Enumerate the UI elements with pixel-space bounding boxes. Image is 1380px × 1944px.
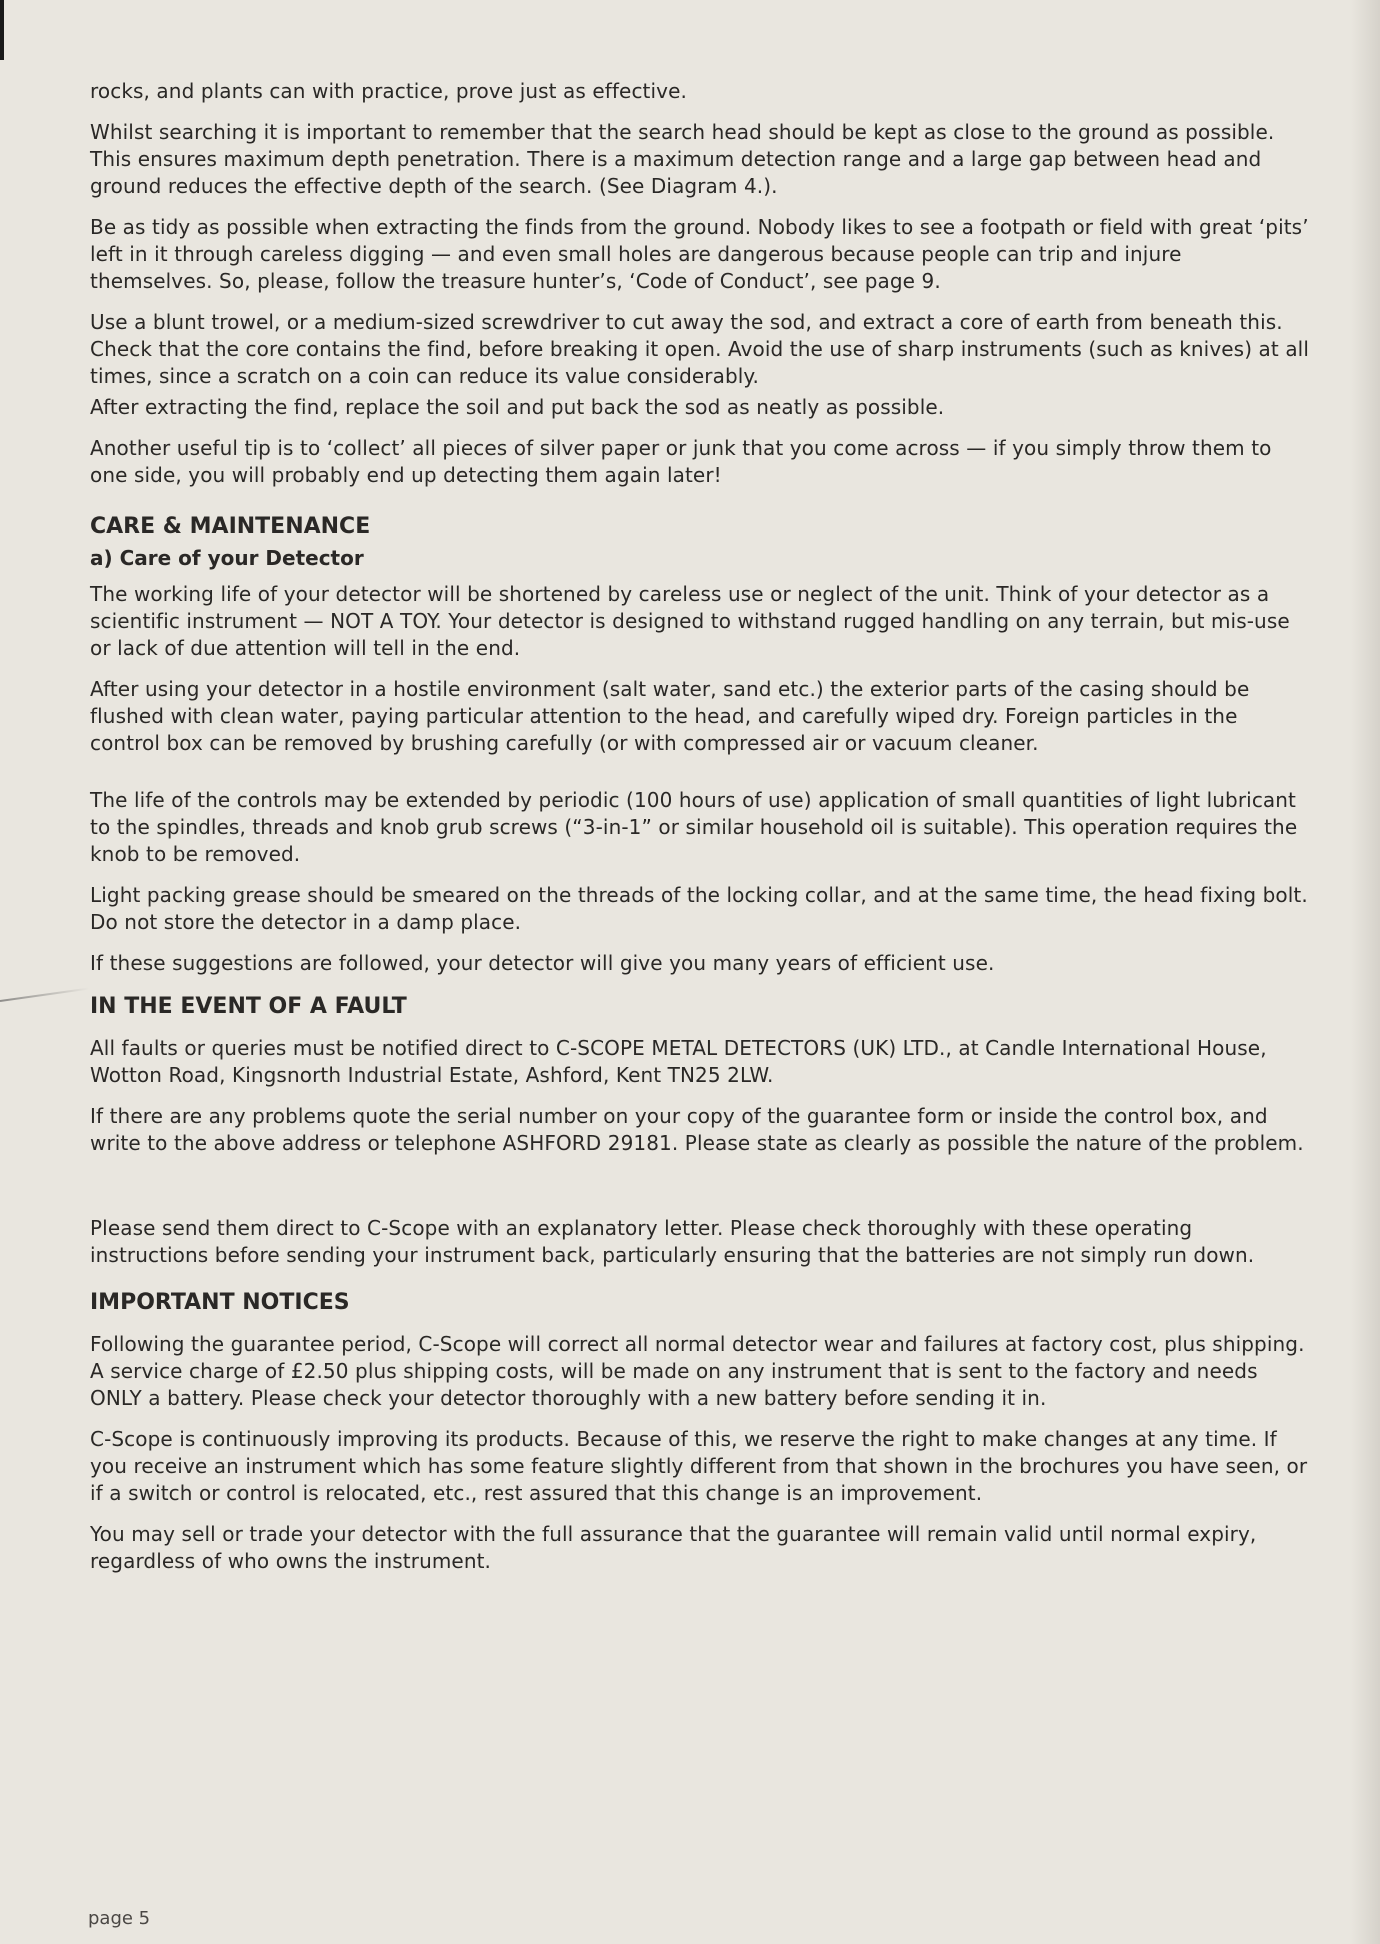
paragraph: rocks, and plants can with practice, prove just as effective.	[90, 79, 687, 103]
scan-edge-mark	[0, 0, 4, 60]
paragraph: After using your detector in a hostile environment (salt water, sand etc.) the exterior parts of the casing should be flushed with clean water, paying particular attention to the head, and carefully wiped dry. Foreign particles in the control box can be removed by brushing carefully (or with compressed air or vacuum cleaner.	[90, 677, 1250, 755]
paragraph: The working life of your detector will be shortened by careless use or neglect of the unit. Think of your detector as a scientific instrument — NOT A TOY. Your detector is designed to withstand rugged handling on any terrain, but mis-use or lack of due attention will tell in the end.	[90, 582, 1290, 660]
paragraph: All faults or queries must be notified direct to C-SCOPE METAL DETECTORS (UK) LTD., at Candle International House, Wotton Road, Kingsnorth Industrial Estate, Ashford, Kent TN25 2LW.	[90, 1036, 1267, 1087]
section-search-tips	[90, 78, 1310, 489]
page-right-edge-shadow	[1350, 0, 1380, 1944]
paragraph: If there are any problems quote the serial number on your copy of the guarantee form or inside the control box, and write to the above address or telephone ASHFORD 29181. Please state as clearly as possible the nature of the problem.	[90, 1104, 1304, 1155]
important-notices-heading: IMPORTANT NOTICES	[90, 1290, 350, 1315]
section-care-maintenance	[90, 513, 1310, 977]
paragraph: C-Scope is continuously improving its products. Because of this, we reserve the right to make changes at any time. If you receive an instrument which has some feature slightly different from that shown in the brochures you have seen, or if a switch or control is relocated, etc., rest assured that this change is an improvement.	[90, 1427, 1308, 1505]
section-fault	[90, 993, 1310, 1269]
section-important-notices	[90, 1289, 1310, 1575]
spacer	[90, 1171, 1310, 1215]
paragraph: If these suggestions are followed, your detector will give you many years of efficient use.	[90, 951, 995, 975]
fold-line	[0, 987, 89, 1002]
paragraph: Be as tidy as possible when extracting the finds from the ground. Nobody likes to see a footpath or field with great ‘pits’ left in it through careless digging — and even small holes are dangerous because people can trip and injure themselves. So, please, follow the treasure hunter’s, ‘Code of Conduct’, see page 9.	[90, 215, 1309, 293]
spacer	[90, 771, 1310, 787]
paragraph: Whilst searching it is important to remember that the search head should be kept as close to the ground as possible. This ensures maximum depth penetration. There is a maximum detection range and a large gap between head and ground reduces the effective depth of the search. (See Diagram 4.).	[90, 120, 1275, 198]
document-page	[90, 78, 1310, 1589]
care-maintenance-heading: CARE & MAINTENANCE	[90, 514, 371, 539]
paragraph: After extracting the find, replace the soil and put back the sod as neatly as possible.	[90, 395, 945, 419]
paragraph: Use a blunt trowel, or a medium-sized screwdriver to cut away the sod, and extract a core of earth from beneath this. Check that the core contains the find, before breaking it open. Avoid the use of sharp instruments (such as knives) at all times, since a scratch on a coin can reduce its value considerably.	[90, 310, 1309, 388]
page-number: page 5	[88, 1908, 151, 1929]
care-of-detector-subheading: a) Care of your Detector	[90, 546, 364, 570]
paragraph: The life of the controls may be extended by periodic (100 hours of use) application of small quantities of light lubricant to the spindles, threads and knob grub screws (“3-in-1” or similar household oil is suitable). This operation requires the knob to be removed.	[90, 788, 1298, 866]
paragraph: Light packing grease should be smeared on the threads of the locking collar, and at the same time, the head fixing bolt. Do not store the detector in a damp place.	[90, 883, 1308, 934]
paragraph: Please send them direct to C-Scope with an explanatory letter. Please check thoroughly with these operating instructions before sending your instrument back, particularly ensuring that the batteries are not simply run down.	[90, 1216, 1255, 1267]
paragraph: You may sell or trade your detector with the full assurance that the guarantee will remain valid until normal expiry, regardless of who owns the instrument.	[90, 1522, 1257, 1573]
paragraph: Following the guarantee period, C-Scope will correct all normal detector wear and failures at factory cost, plus shipping. A service charge of £2.50 plus shipping costs, will be made on any instrument that is sent to the factory and needs ONLY a battery. Please check your detector thoroughly with a new battery before sending it in.	[90, 1332, 1305, 1410]
fault-heading: IN THE EVENT OF A FAULT	[90, 994, 407, 1019]
paragraph: Another useful tip is to ‘collect’ all pieces of silver paper or junk that you come across — if you simply throw them to one side, you will probably end up detecting them again later!	[90, 436, 1272, 487]
